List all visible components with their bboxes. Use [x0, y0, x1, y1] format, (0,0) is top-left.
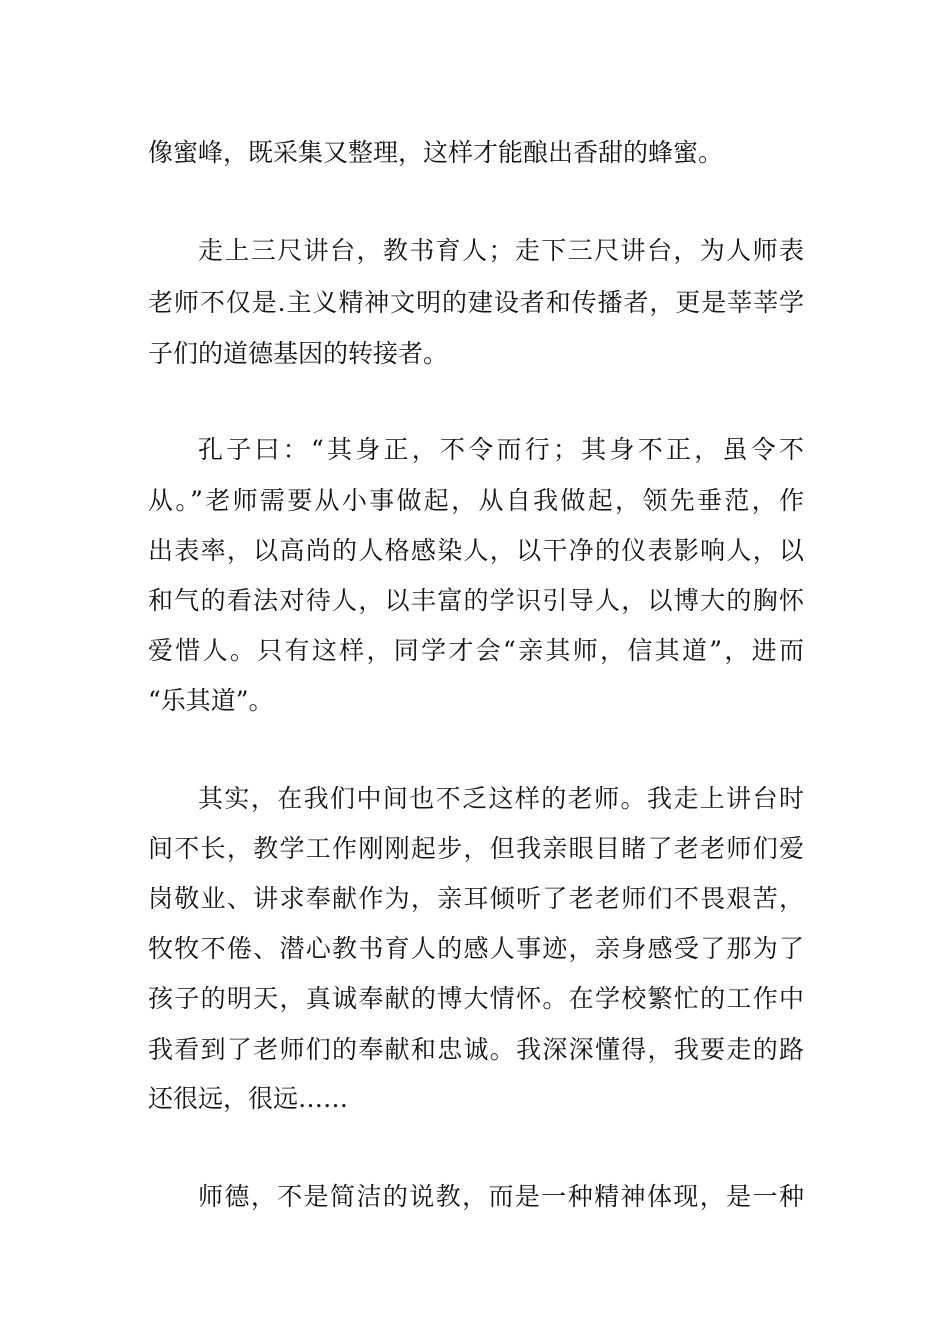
paragraph-4-line-5: 孩子的明天，真诚奉献的博大情怀。在学校繁忙的工作中 [148, 984, 804, 1013]
paragraph-2-line-3: 子们的道德基因的转接者。 [148, 339, 449, 368]
paragraph-4-line-7: 还很远，很远…… [148, 1084, 349, 1113]
paragraph-4-line-1: 其实，在我们中间也不乏这样的老师。我走上讲台时 [198, 784, 804, 813]
paragraph-3-line-4: 和气的看法对待人，以丰富的学识引导人，以博大的胸怀 [148, 586, 804, 615]
paragraph-3-line-3: 出表率，以高尚的人格感染人，以干净的仪表影响人，以 [148, 536, 804, 565]
paragraph-4-line-6: 我看到了老师们的奉献和忠诚。我深深懂得，我要走的路 [148, 1035, 804, 1064]
paragraph-2-line-2: 老师不仅是.主义精神文明的建设者和传播者，更是莘莘学 [148, 288, 804, 317]
paragraph-1-line-1: 像蜜峰，既采集又整理，这样才能酿出香甜的蜂蜜。 [148, 138, 724, 167]
paragraph-4-line-3: 岗敬业、讲求奉献作为，亲耳倾听了老老师们不畏艰苦， [148, 884, 804, 913]
paragraph-2-line-1: 走上三尺讲台，教书育人；走下三尺讲台，为人师表 [198, 236, 804, 265]
paragraph-5-line-1: 师德，不是简洁的说教，而是一种精神体现，是一种 [198, 1182, 804, 1211]
paragraph-4-line-2: 间不长，教学工作刚刚起步，但我亲眼目睹了老老师们爱 [148, 834, 804, 863]
paragraph-3-line-5: 爱惜人。只有这样，同学才会“亲其师，信其道”，进而 [148, 636, 804, 665]
paragraph-3-line-2: 从。”老师需要从小事做起，从自我做起，领先垂范，作 [148, 486, 804, 515]
paragraph-4-line-4: 牧牧不倦、潜心教书育人的感人事迹，亲身感受了那为了 [148, 934, 804, 963]
paragraph-3-line-6: “乐其道”。 [148, 686, 274, 715]
paragraph-3-line-1: 孔子曰：“其身正，不令而行；其身不正，虽令不 [198, 435, 804, 464]
